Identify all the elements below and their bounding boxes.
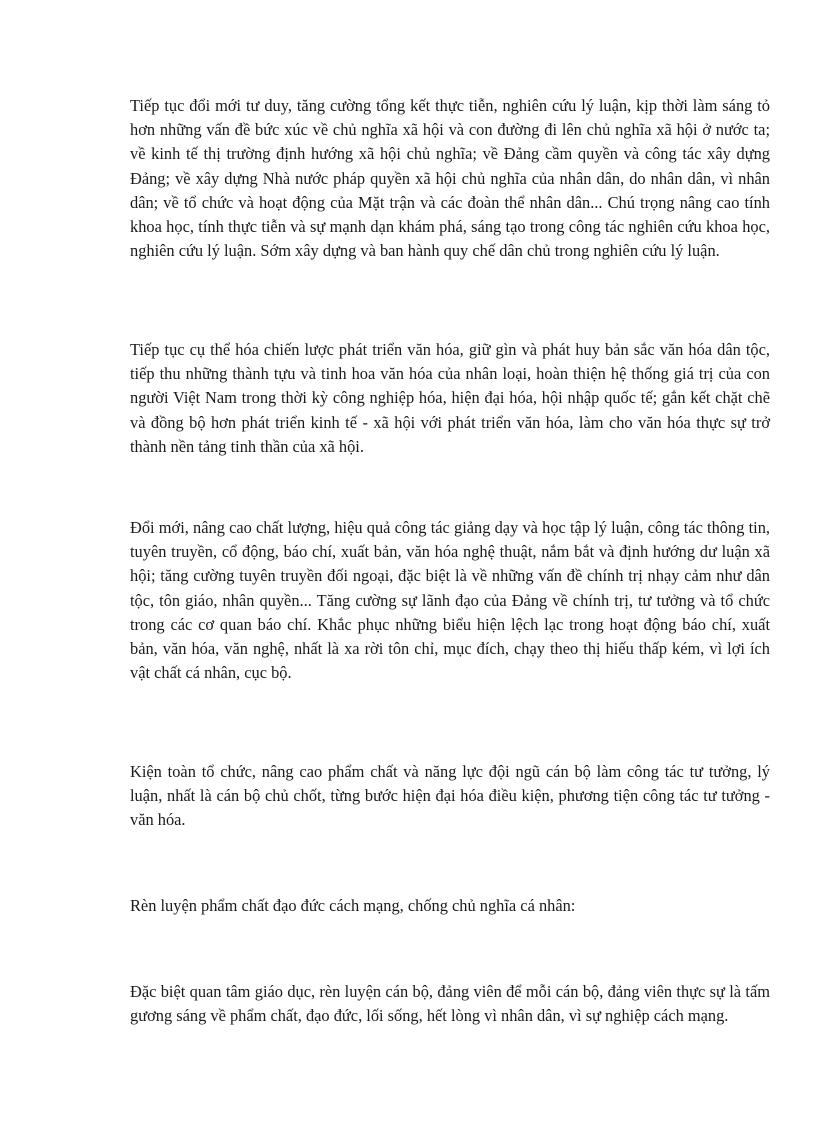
- paragraph-propaganda-press: Đổi mới, nâng cao chất lượng, hiệu quả công tác giảng dạy và học tập lý luận, công tác thông tin, tuyên truyền, cổ động, báo chí, xuất bản, văn hóa nghệ thuật, nắm bắt và định hướng dư luận xã hội; tăng cường tuyên truyền đối ngoại, đặc biệt là về những vấn đề chính trị nhạy cảm như dân tộc, tôn giáo, nhân quyền... Tăng cường sự lãnh đạo của Đảng về chính trị, tư tưởng và tổ chức trong các cơ quan báo chí. Khắc phục những biểu hiện lệch lạc trong hoạt động báo chí, xuất bản, văn hóa, văn nghệ, nhất là xa rời tôn chỉ, mục đích, chạy theo thị hiếu thấp kém, vì lợi ích vật chất cá nhân, cục bộ.: [130, 518, 770, 683]
- paragraph-cadre-education: Đặc biệt quan tâm giáo dục, rèn luyện cán bộ, đảng viên để mỗi cán bộ, đảng viên thực sự là tấm gương sáng về phẩm chất, đạo đức, lối sống, hết lòng vì nhân dân, vì sự nghiệp cách mạng.: [130, 982, 770, 1026]
- paragraph-culture-strategy: Tiếp tục cụ thể hóa chiến lược phát triển văn hóa, giữ gìn và phát huy bản sắc văn hóa dân tộc, tiếp thu những thành tựu và tinh hoa văn hóa của nhân loại, hoàn thiện hệ thống giá trị của con người Việt Nam trong thời kỳ công nghiệp hóa, hiện đại hóa, hội nhập quốc tế; gắn kết chặt chẽ và đồng bộ hơn phát triển kinh tế - xã hội với phát triển văn hóa, làm cho văn hóa thực sự trở thành nền tảng tinh thần của xã hội.: [130, 340, 770, 456]
- paragraph-ethics-heading: Rèn luyện phẩm chất đạo đức cách mạng, chống chủ nghĩa cá nhân:: [130, 896, 576, 915]
- paragraph-cadre-organization: Kiện toàn tổ chức, nâng cao phẩm chất và năng lực đội ngũ cán bộ làm công tác tư tưởng, lý luận, nhất là cán bộ chủ chốt, từng bước hiện đại hóa điều kiện, phương tiện công tác tư tưởng - văn hóa.: [130, 762, 770, 830]
- paragraph-theory-research: Tiếp tục đổi mới tư duy, tăng cường tổng kết thực tiễn, nghiên cứu lý luận, kịp thời làm sáng tỏ hơn những vấn đề bức xúc về chủ nghĩa xã hội và con đường đi lên chủ nghĩa xã hội ở nước ta; về kinh tế thị trường định hướng xã hội chủ nghĩa; về Đảng cầm quyền và công tác xây dựng Đảng; về xây dựng Nhà nước pháp quyền xã hội chủ nghĩa của nhân dân, do nhân dân, vì nhân dân; về tổ chức và hoạt động của Mặt trận và các đoàn thể nhân dân... Chú trọng nâng cao tính khoa học, tính thực tiễn và sự mạnh dạn khám phá, sáng tạo trong công tác nghiên cứu khoa học, nghiên cứu lý luận. Sớm xây dựng và ban hành quy chế dân chủ trong nghiên cứu lý luận.: [130, 96, 770, 261]
